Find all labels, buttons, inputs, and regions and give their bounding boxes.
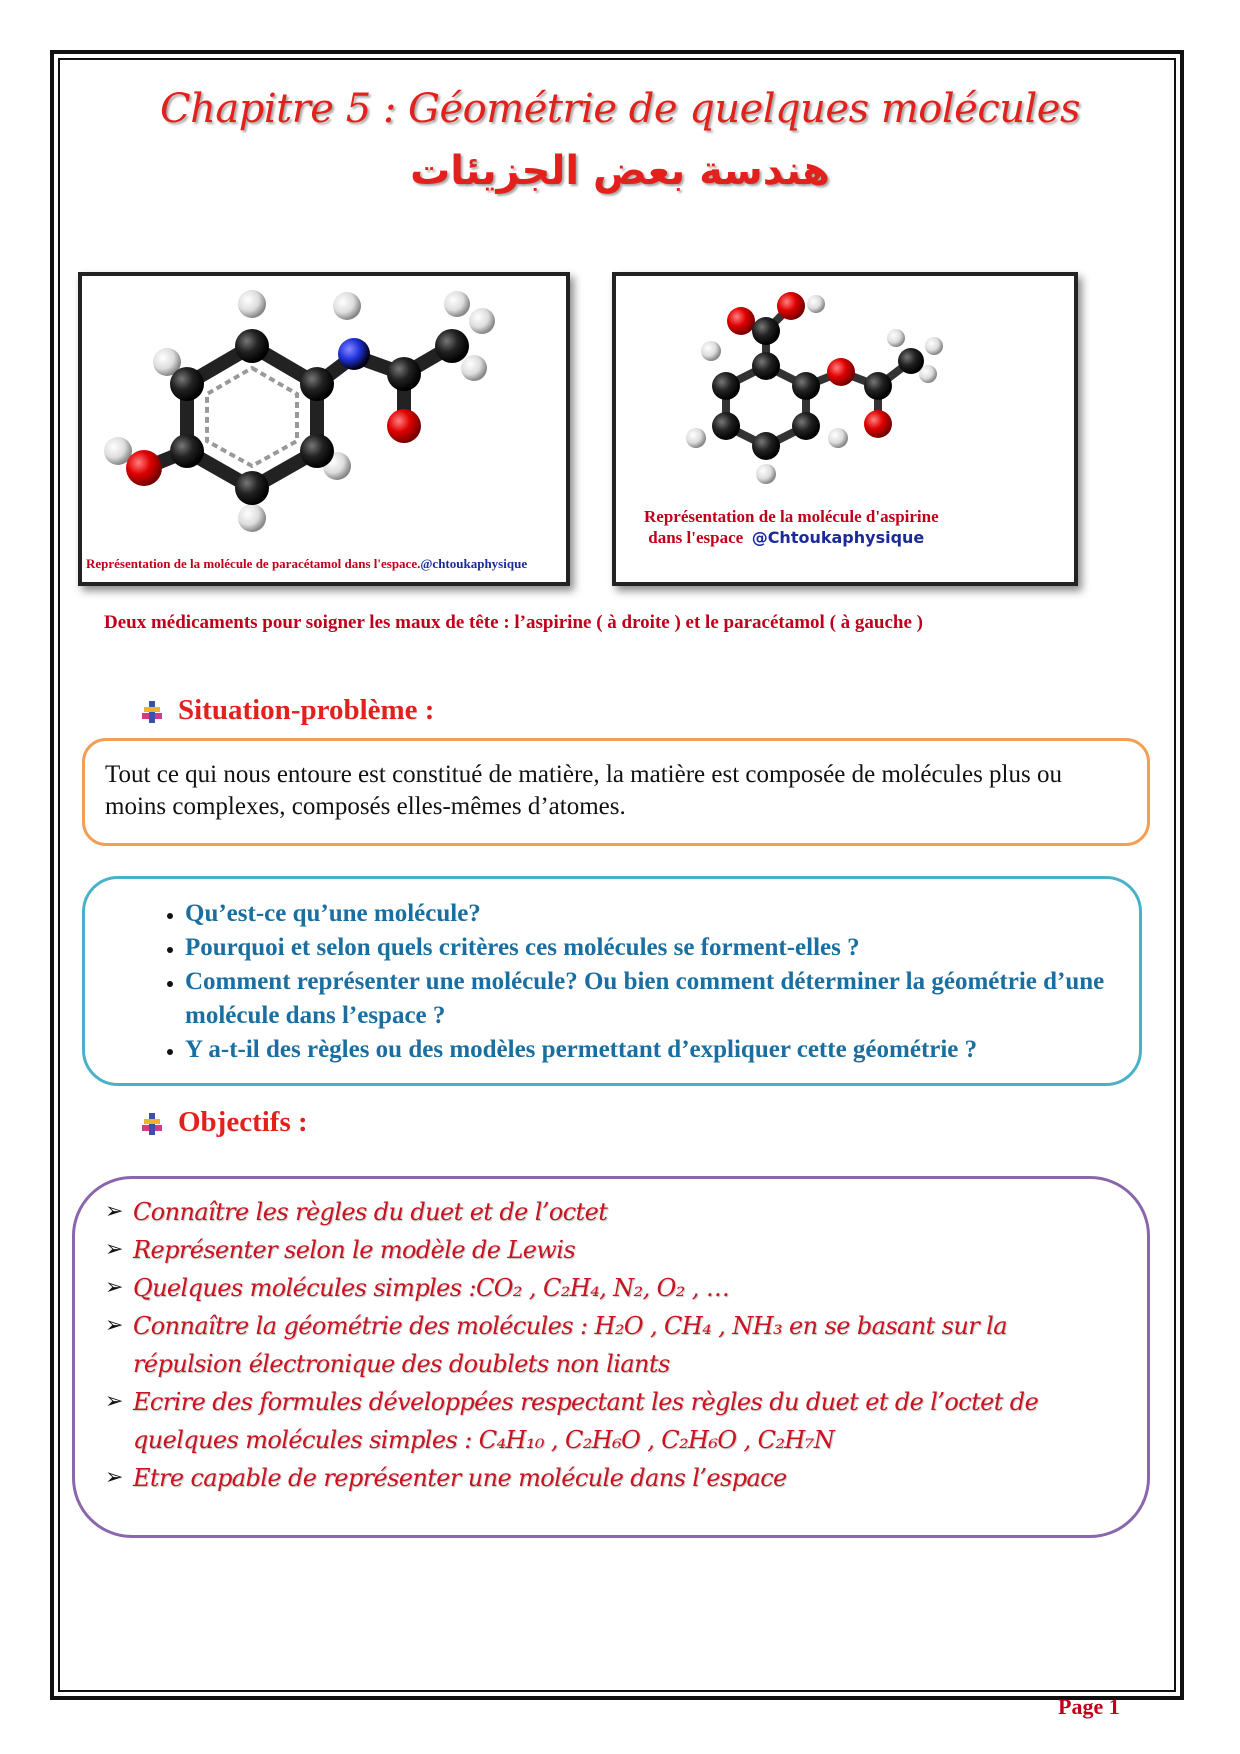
paracetamol-caption-handle: @chtoukaphysique — [420, 556, 528, 571]
aspirin-caption-line2: dans l'espace — [648, 528, 744, 547]
questions-list — [137, 897, 1139, 1067]
arrow-bullet-icon: ➢ — [105, 1237, 123, 1262]
objective-item — [105, 1269, 1147, 1307]
paracetamol-caption — [86, 556, 562, 572]
aspirin-caption-handle: @Chtoukaphysique — [751, 528, 925, 547]
objective-text: Quelques molécules simples :CO₂ , C₂H₄, N₂, O₂ , … — [133, 1274, 730, 1302]
objective-item — [105, 1307, 1147, 1383]
arrow-bullet-icon: ➢ — [105, 1389, 123, 1414]
arrow-bullet-icon: ➢ — [105, 1313, 123, 1338]
section-bullet-icon — [140, 1109, 168, 1137]
question-item: • Comment représenter une molécule? Ou bien comment déterminer la géométrie d’une molécule dans l’espace ? — [185, 965, 1139, 1033]
objectifs-box — [72, 1176, 1150, 1538]
chapter-title-arabic: هندسة بعض الجزيئات — [410, 148, 830, 194]
arrow-bullet-icon: ➢ — [105, 1275, 123, 1300]
objective-text: Connaître la géométrie des molécules : H₂O , CH₄ , NH₃ en se basant sur la répulsion électronique des doublets non liants — [133, 1312, 1007, 1378]
objective-text: Ecrire des formules développées respectant les règles du duet et de l’octet de quelques molécules simples : C₄H₁₀ , C₂H₆O , C₂H₆O , C₂H₇N — [133, 1388, 1039, 1454]
objective-text: Etre capable de représenter une molécule dans l’espace — [133, 1464, 787, 1492]
objective-item — [105, 1231, 1147, 1269]
paracetamol-figure — [78, 272, 570, 586]
questions-box — [82, 876, 1142, 1086]
page-number: Page 1 — [1058, 1694, 1120, 1719]
question-item: • Qu’est-ce qu’une molécule? — [185, 897, 1139, 931]
question-item: • Pourquoi et selon quels critères ces molécules se forment-elles ? — [185, 931, 1139, 965]
figures-caption: Deux médicaments pour soigner les maux de tête : l’aspirine ( à droite ) et le paracétamol ( à gauche ) — [104, 612, 923, 633]
situation-heading-text: Situation-problème : — [178, 694, 435, 726]
situation-heading — [140, 694, 434, 727]
objective-item — [105, 1193, 1147, 1231]
section-bullet-icon — [140, 697, 168, 725]
objectifs-heading — [140, 1106, 308, 1139]
objective-item — [105, 1459, 1147, 1497]
aspirin-caption-line1: Représentation de la molécule d'aspirine — [644, 507, 939, 526]
objective-text: Connaître les règles du duet et de l’octet — [133, 1198, 608, 1226]
arrow-bullet-icon: ➢ — [105, 1465, 123, 1490]
arrow-bullet-icon: ➢ — [105, 1199, 123, 1224]
situation-box: Tout ce qui nous entoure est constitué de matière, la matière est composée de molécules plus ou moins complexes, composés elles-mêmes d’atomes. — [82, 738, 1150, 846]
question-item: • Y a-t-il des règles ou des modèles permettant d’expliquer cette géométrie ? — [185, 1033, 1139, 1067]
paracetamol-caption-text: Représentation de la molécule de paracétamol dans l'espace. — [86, 556, 421, 571]
paracetamol-molecule-image — [82, 276, 566, 582]
objective-text: Représenter selon le modèle de Lewis — [133, 1236, 576, 1264]
objectifs-heading-text: Objectifs : — [178, 1106, 308, 1138]
chapter-title: Chapitre 5 : Géométrie de quelques molécules — [160, 86, 1080, 132]
aspirin-caption — [644, 506, 939, 548]
aspirin-figure — [612, 272, 1078, 586]
objective-item — [105, 1383, 1147, 1459]
